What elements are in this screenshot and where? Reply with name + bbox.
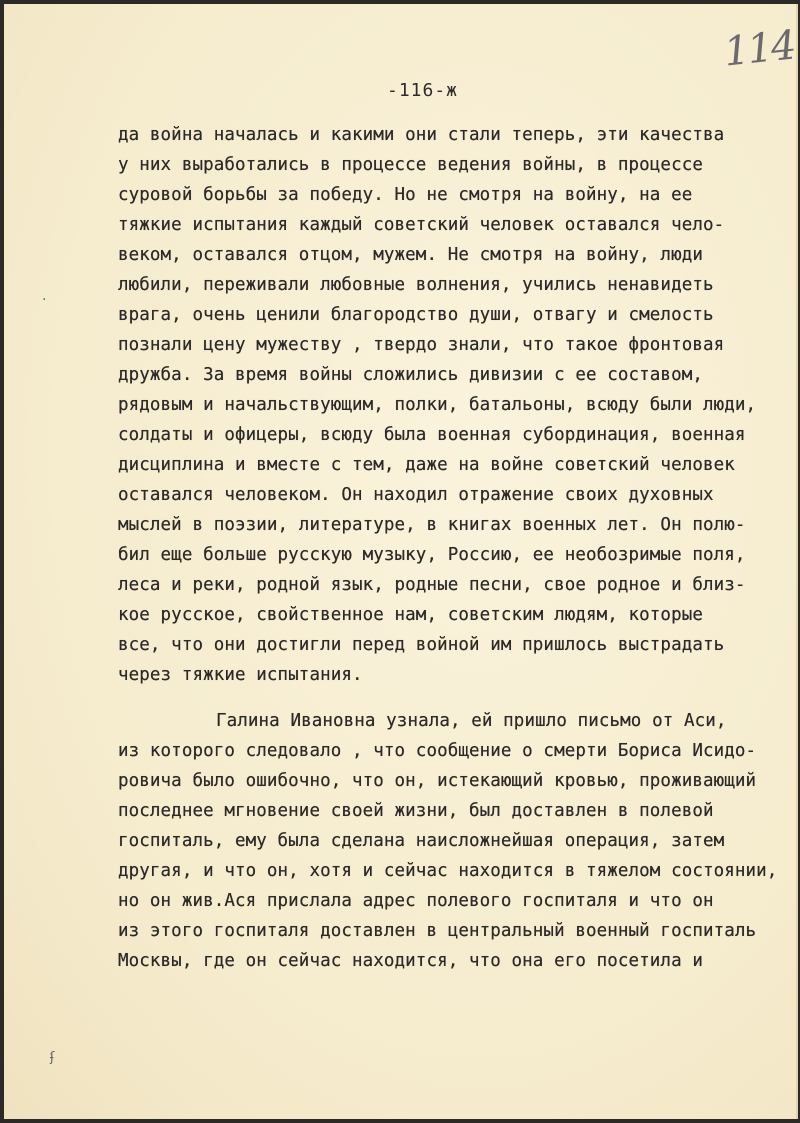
- text-line: другая, и что он, хотя и сейчас находится в тяжелом состоянии,: [118, 861, 778, 881]
- text-line: врага, очень ценили благородство души, отвагу и смелость: [118, 305, 714, 325]
- text-line: познали цену мужеству , твердо знали, что такое фронтовая: [118, 335, 725, 355]
- text-line: Галина Ивановна узнала, ей пришло письмо от Аси,: [216, 711, 727, 731]
- archive-page-number: 114: [721, 22, 797, 76]
- page-number: -116-ж: [387, 80, 459, 101]
- text-line: кое русское, свойственное нам, советским людям, которые: [118, 605, 703, 625]
- text-line: да война началась и какими они стали теперь, эти качества: [118, 125, 725, 145]
- text-line: из которого следовало , что сообщение о смерти Бориса Исидо-: [118, 741, 757, 761]
- margin-mark: ·: [42, 292, 47, 308]
- margin-mark: ʄ: [50, 1050, 55, 1065]
- text-line: оставался человеком. Он находил отражение своих духовных: [118, 485, 714, 505]
- text-line: ровича было ошибочно, что он, истекающий кровью, проживающий: [118, 771, 757, 791]
- text-line: у них выработались в процессе ведения войны, в процессе: [118, 155, 703, 175]
- text-line: веком, оставался отцом, мужем. Не смотря на войну, люди: [118, 245, 703, 265]
- text-line: но он жив.Ася прислала адрес полевого госпиталя и что он: [118, 891, 714, 911]
- text-line: суровой борьбы за победу. Но не смотря на войну, на ее: [118, 185, 693, 205]
- text-line: любили, переживали любовные волнения, учились ненавидеть: [118, 275, 714, 295]
- text-line: мыслей в поэзии, литературе, в книгах военных лет. Он полю-: [118, 515, 746, 535]
- text-line: последнее мгновение своей жизни, был доставлен в полевой: [118, 801, 714, 821]
- text-line: из этого госпиталя доставлен в центральный военный госпиталь: [118, 921, 757, 941]
- text-line: рядовым и начальствующим, полки, батальоны, всюду были люди,: [118, 395, 757, 415]
- text-line: солдаты и офицеры, всюду была военная субординация, военная: [118, 425, 746, 445]
- text-line: дружба. За время войны сложились дивизии с ее составом,: [118, 365, 703, 385]
- text-line: тяжкие испытания каждый советский человек оставался чело-: [118, 215, 725, 235]
- text-line: госпиталь, ему была сделана наисложнейшая операция, затем: [118, 831, 725, 851]
- text-line: леса и реки, родной язык, родные песни, свое родное и близ-: [118, 575, 746, 595]
- document-page: [4, 4, 798, 1119]
- text-line: бил еще больше русскую музыку, Россию, ее необозримые поля,: [118, 545, 746, 565]
- text-line: все, что они достигли перед войной им пришлось выстрадать: [118, 635, 725, 655]
- text-line: дисциплина и вместе с тем, даже на войне советский человек: [118, 455, 735, 475]
- body-text: [118, 122, 798, 978]
- text-line: через тяжкие испытания.: [118, 665, 363, 685]
- text-line: Москвы, где он сейчас находится, что она его посетила и: [118, 951, 703, 971]
